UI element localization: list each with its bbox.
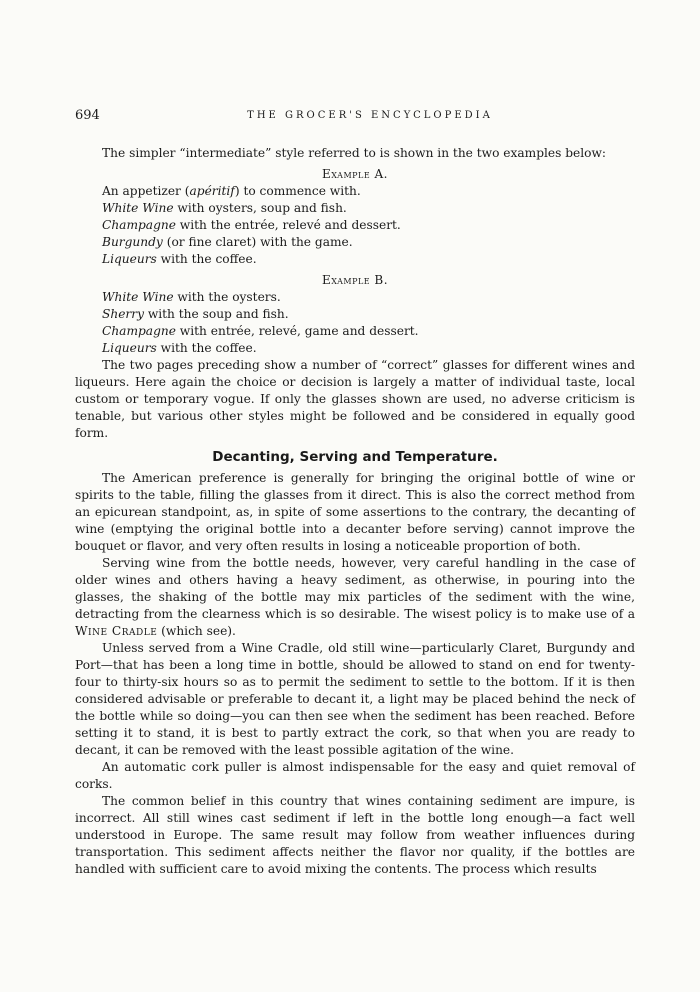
paragraph-serving: Serving wine from the bottle needs, however, very careful handling in the case of older wines and others having a heavy sediment, as otherwise, in pouring into the glasses, the shaking of the bottle may mix particles of the sediment with the wine, detracting from the clearness which is so desirable. The wisest policy is to make use of a Wine Cradle (which see).: [75, 556, 635, 638]
intro-line: The simpler “intermediate” style referred to is shown in the two examples below:: [102, 146, 607, 160]
example-b-heading: Example B.: [321, 273, 389, 287]
wine-cradle-term: Wine Cradle: [75, 624, 158, 638]
paragraph-unless-served: Unless served from a Wine Cradle, old still wine—particularly Claret, Burgundy and Port—that has been a long time in bottle, should be allowed to stand on end for twenty-four to thirty-six hours so as to permit the sediment to settle to the bottom. If it is then considered advisable or preferable to decant it, a light may be placed behind the neck of the bottle while so doing—you can then see when the sediment has been reached. Before setting it to stand, it is best to partly extract the cork, so that when you are ready to decant, it can be removed with the least possible agitation of the wine.: [75, 641, 635, 757]
page-header: [75, 108, 635, 124]
example-a-line: Burgundy (or fine claret) with the game.: [102, 235, 353, 249]
example-b-line: Sherry with the soup and fish.: [102, 307, 289, 321]
example-a-line: White Wine with oysters, soup and fish.: [102, 201, 347, 215]
section-heading: Decanting, Serving and Temperature.: [212, 449, 498, 465]
page-body: [75, 145, 635, 878]
page-number: 694: [75, 108, 100, 123]
example-b-line: Liqueurs with the coffee.: [102, 341, 257, 355]
example-a-line: An appetizer (apéritif) to commence with.: [102, 184, 361, 198]
paragraph-common-belief: The common belief in this country that wines containing sediment are impure, is incorrect. All still wines cast sediment if left in the bottle long enough—a fact well understood in Europe. The same result may follow from weather influences during transportation. This sediment affects neither the flavor nor quality, if the bottles are handled with sufficient care to avoid mixing the contents. The process which results: [75, 794, 635, 876]
example-a-heading: Example A.: [322, 167, 388, 181]
paragraph-cork-puller: An automatic cork puller is almost indispensable for the easy and quiet removal of corks.: [75, 760, 635, 791]
example-a-list: [75, 183, 635, 268]
example-b-line: Champagne with entrée, relevé, game and dessert.: [102, 324, 419, 338]
paragraph-glasses: The two pages preceding show a number of “correct” glasses for different wines and liqueurs. Here again the choice or decision is largely a matter of individual taste, local custom or temporary vogue. If only the glasses shown are used, no adverse criticism is tenable, but various other styles might be followed and be considered in equally good form.: [75, 358, 635, 440]
paragraph-american-preference: The American preference is generally for bringing the original bottle of wine or spirits to the table, filling the glasses from it direct. This is also the correct method from an epicurean standpoint, as, in spite of some assertions to the contrary, the decanting of wine (emptying the original bottle into a decanter before serving) cannot improve the bouquet or flavor, and very often results in losing a noticeable proportion of both.: [75, 471, 635, 553]
example-a-line: Liqueurs with the coffee.: [102, 252, 257, 266]
example-b-list: [75, 289, 635, 357]
example-b-line: White Wine with the oysters.: [102, 290, 281, 304]
example-a-line: Champagne with the entrée, relevé and dessert.: [102, 218, 401, 232]
running-head: THE GROCER'S ENCYCLOPEDIA: [247, 110, 493, 121]
